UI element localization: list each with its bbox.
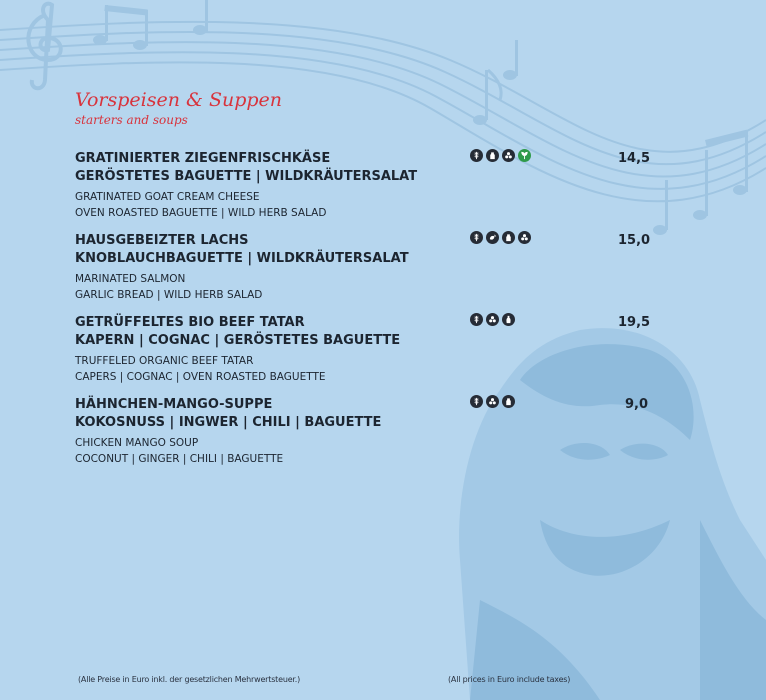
section-heading — [75, 88, 282, 127]
section-subtitle: starters and soups — [75, 113, 188, 127]
item-name-de-line2: KNOBLAUCHBAGUETTE | WILDKRÄUTERSALAT — [75, 251, 409, 266]
item-name-en-line2: GARLIC BREAD | WILD HERB SALAD — [75, 288, 263, 301]
item-price: 15,0 — [618, 233, 651, 248]
egg-allergen-icon — [486, 395, 499, 408]
item-name-en — [75, 436, 695, 467]
footnote-en: (All prices in Euro include taxes) — [448, 675, 571, 684]
item-name-en — [75, 354, 695, 385]
item-price: 14,5 — [618, 151, 651, 166]
egg-allergen-icon — [502, 149, 515, 162]
item-name-en-line2: OVEN ROASTED BAGUETTE | WILD HERB SALAD — [75, 206, 327, 219]
item-name-en-line1: MARINATED SALMON — [75, 273, 186, 285]
footnote-de: (Alle Preise in Euro inkl. der gesetzlichen Mehrwertsteuer.) — [78, 675, 301, 684]
menu-items — [75, 150, 695, 478]
item-name-de-line2: KOKOSNUSS | INGWER | CHILI | BAGUETTE — [75, 415, 382, 430]
allergen-icons — [470, 395, 515, 408]
item-name-en — [75, 190, 695, 221]
mustard-allergen-icon — [502, 313, 515, 326]
item-name-de-line1: HÄHNCHEN-MANGO-SUPPE — [75, 397, 273, 412]
menu-item-chicken-mango-soup — [75, 396, 695, 478]
allergen-icons — [470, 231, 531, 244]
vegetarian-icon — [518, 149, 531, 162]
milk-allergen-icon — [486, 149, 499, 162]
item-price: 19,5 — [618, 315, 651, 330]
grain-allergen-icon — [470, 313, 483, 326]
allergen-icons — [470, 313, 515, 326]
item-name-en-line2: COCONUT | GINGER | CHILI | BAGUETTE — [75, 452, 284, 465]
fish-allergen-icon — [486, 231, 499, 244]
menu-item-salmon — [75, 232, 695, 314]
item-price: 9,0 — [624, 397, 648, 412]
menu-item-goat-cheese — [75, 150, 695, 232]
milk-allergen-icon — [502, 395, 515, 408]
menu-item-beef-tatar — [75, 314, 695, 396]
milk-allergen-icon — [502, 231, 515, 244]
item-name-de-line1: HAUSGEBEIZTER LACHS — [75, 233, 249, 248]
item-name-en-line1: GRATINATED GOAT CREAM CHEESE — [75, 191, 260, 203]
grain-allergen-icon — [470, 149, 483, 162]
item-name-de-line2: KAPERN | COGNAC | GERÖSTETES BAGUETTE — [75, 333, 401, 348]
section-title: Vorspeisen & Suppen — [75, 89, 283, 111]
egg-allergen-icon — [486, 313, 499, 326]
grain-allergen-icon — [470, 395, 483, 408]
item-name-de-line2: GERÖSTETES BAGUETTE | WILDKRÄUTERSALAT — [75, 169, 418, 184]
item-name-de-line1: GETRÜFFELTES BIO BEEF TATAR — [75, 315, 305, 330]
item-name-en-line2: CAPERS | COGNAC | OVEN ROASTED BAGUETTE — [75, 370, 326, 383]
item-name-de-line1: GRATINIERTER ZIEGENFRISCHKÄSE — [75, 151, 331, 166]
egg-allergen-icon — [518, 231, 531, 244]
allergen-icons — [470, 149, 531, 162]
item-name-en-line1: CHICKEN MANGO SOUP — [75, 437, 199, 449]
grain-allergen-icon — [470, 231, 483, 244]
item-name-en-line1: TRUFFELED ORGANIC BEEF TATAR — [75, 355, 254, 367]
item-name-en — [75, 272, 695, 303]
